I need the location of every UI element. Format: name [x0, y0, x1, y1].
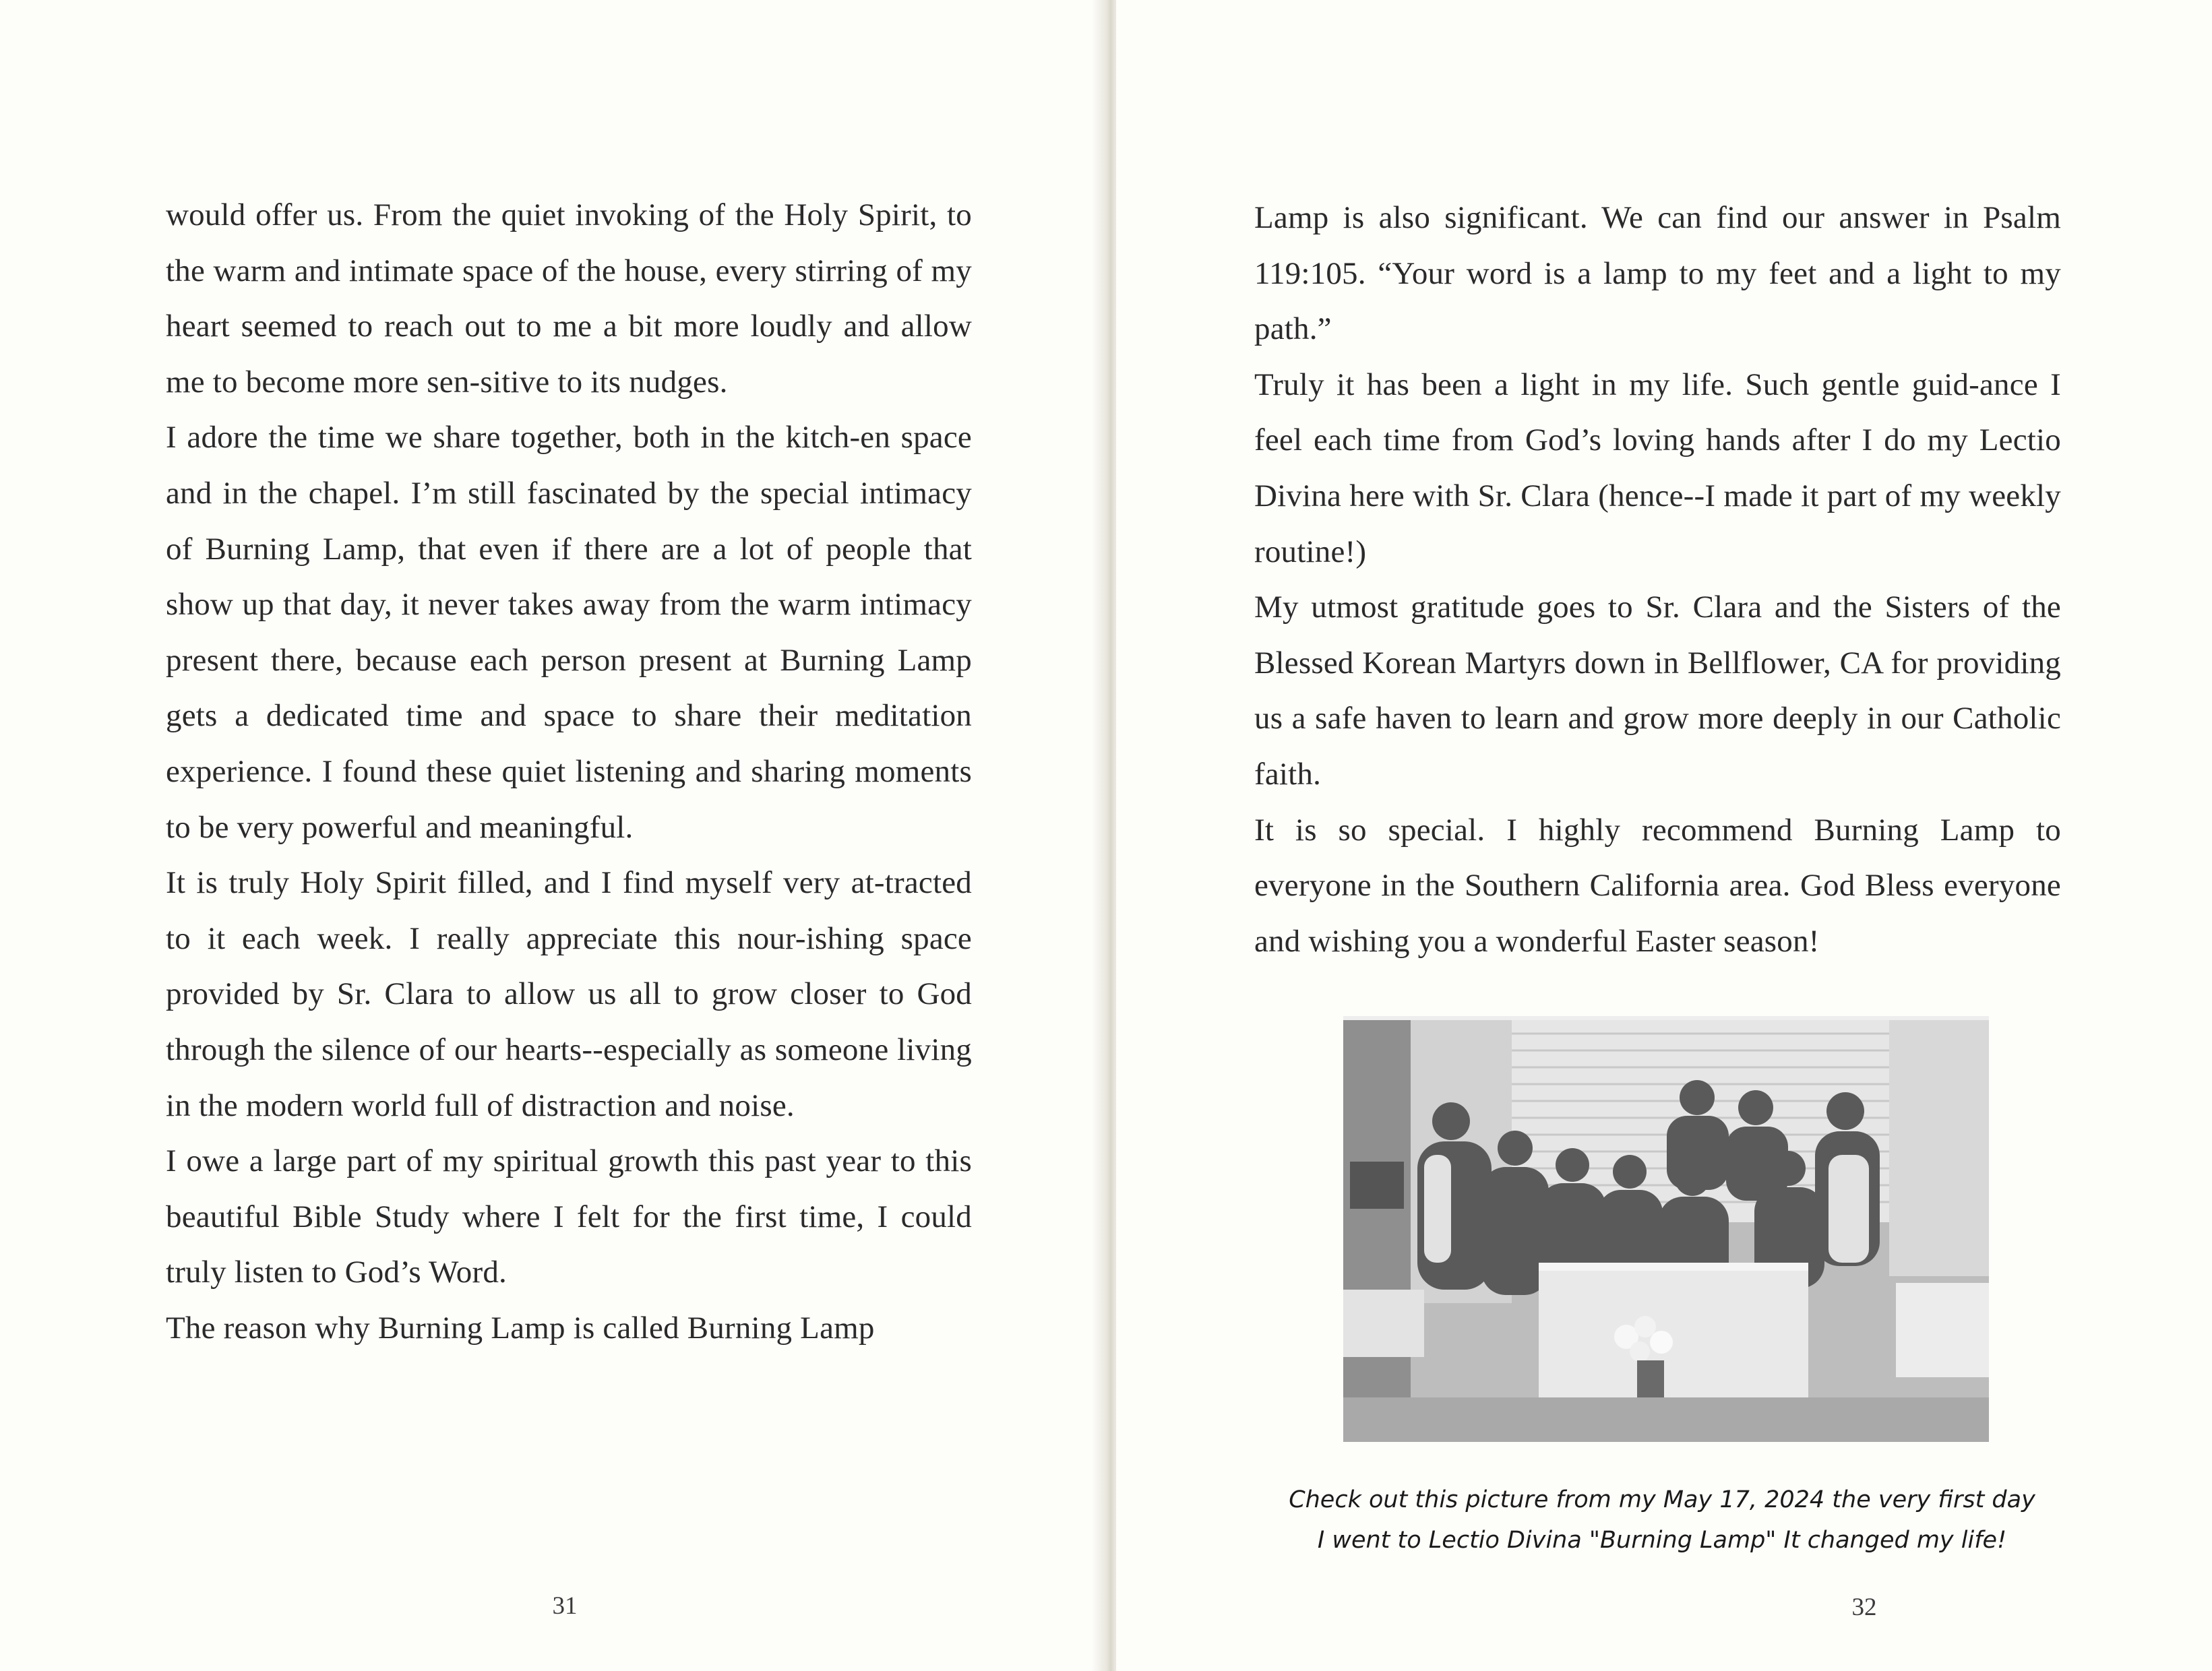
left-page-text	[166, 187, 972, 1356]
group-photo-illustration	[1343, 1020, 1989, 1442]
caption-line: I went to Lectio Divina "Burning Lamp" It changed my life!	[1317, 1527, 2007, 1554]
left-page	[0, 0, 1105, 1671]
paragraph: Truly it has been a light in my life. Such gentle guid-ance I feel each time from God’s loving hands after I do my Lectio Divina here with Sr. Clara (hence--I made it part of my weekly routine!)	[1254, 367, 2061, 569]
paragraph: I owe a large part of my spiritual growth this past year to this beautiful Bible Study where I felt for the first time, I could truly listen to God’s Word.	[166, 1143, 972, 1290]
page-number: 31	[552, 1592, 578, 1620]
paragraph: It is truly Holy Spirit filled, and I find myself very at-tracted to it each week. I really appreciate this nour-ishing space provided by Sr. Clara to allow us all to grow closer to God through the silence of our hearts--especially as someone living in the modern world full of distraction and noise.	[166, 865, 972, 1123]
photo-caption	[1217, 1480, 2107, 1560]
caption-line: Check out this picture from my May 17, 2024 the very first day	[1289, 1486, 2035, 1513]
right-page	[1116, 0, 2212, 1671]
page-number: 32	[1851, 1594, 1877, 1621]
paragraph: The reason why Burning Lamp is called Burning Lamp	[166, 1310, 875, 1346]
paragraph: I adore the time we share together, both in the kitch-en space and in the chapel. I’m still fascinated by the special intimacy of Burning Lamp, that even if there are a lot of people that show up that day, it never takes away from the warm intimacy present there, because each person present at Burning Lamp gets a dedicated time and space to share their meditation experience. I found these quiet listening and sharing moments to be very powerful and meaningful.	[166, 420, 972, 845]
right-page-text	[1254, 190, 2061, 969]
paragraph: It is so special. I highly recommend Burning Lamp to everyone in the Southern California area. God Bless everyone and wishing you a wonderful Easter season!	[1254, 812, 2061, 959]
paragraph: would offer us. From the quiet invoking of the Holy Spirit, to the warm and intimate space of the house, every stirring of my heart seemed to reach out to me a bit more loudly and allow me to become more sen-sitive to its nudges.	[166, 197, 972, 400]
paragraph: Lamp is also significant. We can find our answer in Psalm 119:105. “Your word is a lamp to my feet and a light to my path.”	[1254, 200, 2061, 347]
group-photo	[1343, 1016, 1989, 1442]
paragraph: My utmost gratitude goes to Sr. Clara and the Sisters of the Blessed Korean Martyrs down in Bellflower, CA for providing us a safe haven to learn and grow more deeply in our Catholic faith.	[1254, 590, 2061, 792]
